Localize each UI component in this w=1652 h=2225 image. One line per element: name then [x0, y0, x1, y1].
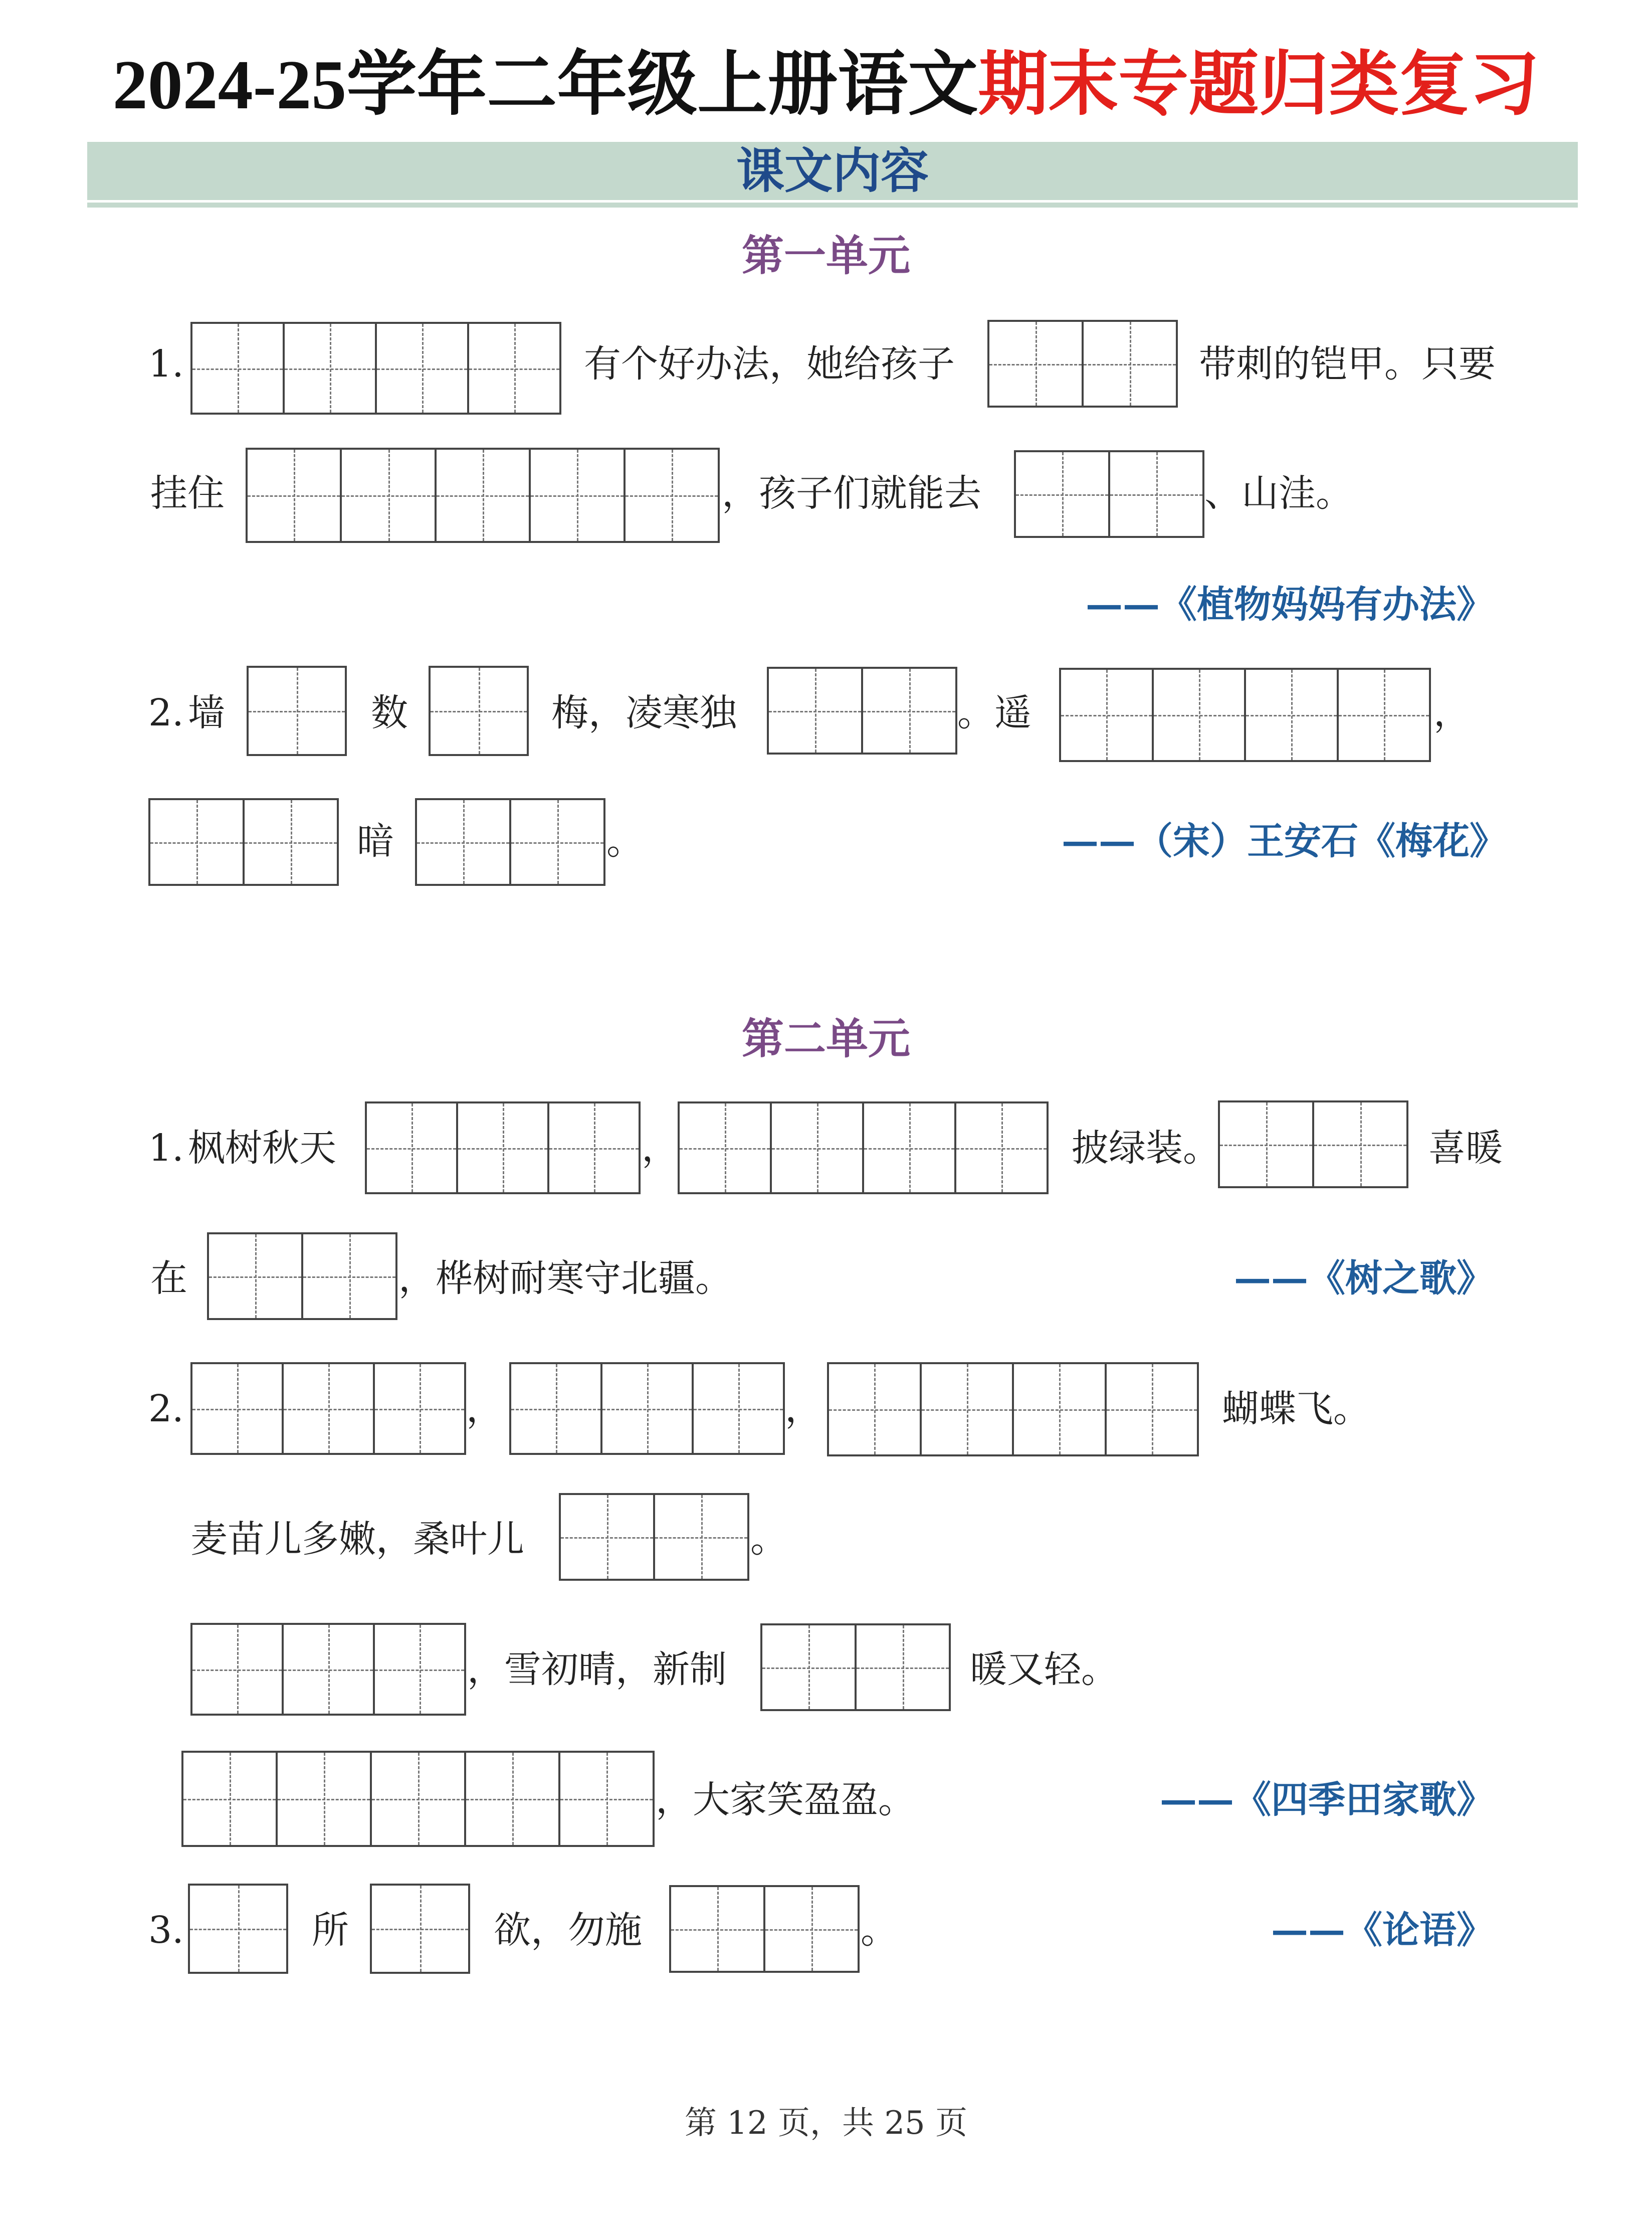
answer-cell[interactable] — [1061, 670, 1154, 760]
u2q2-number: 2. — [148, 1387, 184, 1430]
answer-grid-4[interactable] — [827, 1362, 1199, 1456]
answer-cell[interactable] — [655, 1495, 747, 1579]
answer-cell[interactable] — [190, 1886, 286, 1972]
answer-cell[interactable] — [245, 800, 337, 884]
u1q2-text-b: 数 — [371, 691, 408, 734]
answer-grid-1[interactable] — [429, 666, 529, 756]
answer-cell[interactable] — [1110, 452, 1202, 536]
answer-cell[interactable] — [284, 1364, 375, 1453]
u1q2-text-g: 。 — [606, 820, 644, 863]
u2q3-number: 3. — [148, 1909, 184, 1952]
answer-grid-2[interactable] — [987, 320, 1178, 408]
answer-cell[interactable] — [922, 1364, 1014, 1454]
u1q1-text-b: 带刺的铠甲。只要 — [1199, 342, 1496, 386]
answer-cell[interactable] — [192, 324, 285, 413]
unit1-heading: 第一单元 — [741, 231, 910, 280]
answer-cell[interactable] — [680, 1103, 772, 1192]
answer-cell[interactable] — [1246, 670, 1339, 760]
section-banner-underline — [87, 203, 1578, 208]
title-highlight: 期末专题归类复习 — [978, 46, 1540, 124]
page-title — [0, 45, 1652, 125]
answer-grid-3[interactable] — [365, 1101, 641, 1194]
answer-grid-2[interactable] — [669, 1885, 860, 1973]
answer-cell[interactable] — [762, 1625, 857, 1709]
answer-cell[interactable] — [561, 1495, 655, 1579]
answer-cell[interactable] — [377, 324, 469, 413]
unit2-heading: 第二单元 — [741, 1014, 910, 1063]
answer-cell[interactable] — [1107, 1364, 1197, 1454]
title-main: 2024-25学年二年级上册语文 — [112, 46, 978, 124]
answer-cell[interactable] — [1014, 1364, 1107, 1454]
answer-cell[interactable] — [469, 324, 559, 413]
answer-cell[interactable] — [466, 1753, 560, 1845]
answer-cell[interactable] — [209, 1234, 303, 1318]
answer-cell[interactable] — [183, 1753, 278, 1845]
u2q3-text-c: 。 — [861, 1909, 898, 1952]
answer-cell[interactable] — [367, 1103, 458, 1192]
answer-cell[interactable] — [956, 1103, 1047, 1192]
answer-grid-1[interactable] — [370, 1884, 470, 1974]
answer-cell[interactable] — [769, 669, 863, 753]
answer-cell[interactable] — [372, 1753, 466, 1845]
answer-cell[interactable] — [549, 1103, 639, 1192]
answer-cell[interactable] — [864, 1103, 956, 1192]
answer-grid-1[interactable] — [188, 1884, 288, 1974]
u2q1-text-f: ，桦树耐寒守北疆。 — [398, 1257, 732, 1300]
answer-grid-2[interactable] — [1014, 450, 1204, 538]
answer-cell[interactable] — [285, 324, 377, 413]
u2q2-text-c: 。 — [750, 1518, 787, 1561]
answer-grid-3[interactable] — [509, 1362, 785, 1455]
answer-cell[interactable] — [863, 669, 955, 753]
answer-cell[interactable] — [765, 1887, 858, 1971]
u2q2-text-b: 麦苗儿多嫩，桑叶儿 — [190, 1518, 524, 1561]
answer-cell[interactable] — [278, 1753, 372, 1845]
u2q1-number: 1. — [148, 1127, 184, 1170]
u2q1-text-d: 喜暖 — [1428, 1127, 1503, 1170]
answer-cell[interactable] — [417, 800, 511, 884]
answer-grid-2[interactable] — [415, 798, 605, 886]
u2q1-text-e: 在 — [150, 1257, 187, 1300]
answer-cell[interactable] — [1154, 670, 1247, 760]
u2q2-text-d: ，雪初晴，新制 — [467, 1648, 727, 1691]
answer-grid-3[interactable] — [190, 1362, 466, 1455]
u2q1-text-b: ， — [642, 1127, 679, 1170]
answer-cell[interactable] — [694, 1364, 783, 1453]
u2q1-source: ——《树之歌》 — [1234, 1257, 1494, 1300]
answer-cell[interactable] — [150, 800, 245, 884]
answer-grid-5[interactable] — [181, 1751, 655, 1847]
answer-cell[interactable] — [1314, 1102, 1406, 1186]
answer-cell[interactable] — [829, 1364, 922, 1454]
answer-cell[interactable] — [192, 1625, 284, 1714]
answer-cell[interactable] — [560, 1753, 653, 1845]
u1q2-text-d: 。遥 — [957, 691, 1031, 734]
answer-cell[interactable] — [249, 668, 345, 754]
u1q1-source: ——《植物妈妈有办法》 — [1086, 583, 1494, 626]
u2q2-text-a: 蝴蝶飞。 — [1222, 1387, 1370, 1430]
u1q1-text-c: 挂住 — [150, 472, 225, 515]
u1q2-text-a: 墙 — [188, 691, 225, 734]
answer-cell[interactable] — [626, 450, 718, 541]
answer-grid-4[interactable] — [190, 322, 561, 415]
answer-cell[interactable] — [772, 1103, 864, 1192]
u2q2-comma-2: ， — [785, 1387, 822, 1430]
answer-cell[interactable] — [431, 668, 527, 754]
answer-cell[interactable] — [511, 1364, 602, 1453]
u2q2-text-f: ，大家笑盈盈。 — [656, 1778, 915, 1821]
u2q3-text-b: 欲，勿施 — [494, 1909, 642, 1952]
answer-grid-2[interactable] — [148, 798, 339, 886]
answer-cell[interactable] — [372, 1886, 468, 1972]
u1q2-text-f: 暗 — [357, 820, 394, 863]
answer-cell[interactable] — [511, 800, 603, 884]
u2q1-text-c: 披绿装。 — [1072, 1127, 1220, 1170]
answer-cell[interactable] — [284, 1625, 375, 1714]
u1q1-number: 1. — [148, 342, 184, 386]
answer-cell[interactable] — [375, 1625, 464, 1714]
u2q2-comma-1: ， — [466, 1387, 503, 1430]
answer-grid-3[interactable] — [190, 1623, 466, 1716]
u2q1-text-a: 枫树秋天 — [188, 1127, 336, 1170]
answer-cell[interactable] — [857, 1625, 949, 1709]
u2q3-source: ——《论语》 — [1271, 1909, 1494, 1952]
answer-grid-4[interactable] — [678, 1101, 1049, 1194]
answer-cell[interactable] — [437, 450, 531, 541]
answer-cell[interactable] — [531, 450, 625, 541]
u1q1-text-d: ，孩子们就能去 — [722, 472, 981, 515]
section-banner-title: 课文内容 — [736, 142, 929, 199]
answer-cell[interactable] — [1084, 322, 1176, 406]
answer-cell[interactable] — [303, 1234, 395, 1318]
u1q2-text-c: 梅，凌寒独 — [551, 691, 737, 734]
answer-cell[interactable] — [192, 1364, 284, 1453]
answer-cell[interactable] — [602, 1364, 694, 1453]
answer-cell[interactable] — [1339, 670, 1429, 760]
answer-cell[interactable] — [248, 450, 342, 541]
answer-grid-2[interactable] — [559, 1493, 749, 1581]
answer-cell[interactable] — [1016, 452, 1110, 536]
answer-grid-1[interactable] — [247, 666, 347, 756]
answer-grid-2[interactable] — [760, 1623, 951, 1711]
answer-cell[interactable] — [1220, 1102, 1314, 1186]
answer-grid-4[interactable] — [1059, 668, 1431, 762]
u1q1-text-e: 、山洼。 — [1204, 472, 1353, 515]
answer-cell[interactable] — [458, 1103, 549, 1192]
u1q1-text-a: 有个好办法，她给孩子 — [584, 342, 955, 386]
answer-grid-2[interactable] — [1218, 1100, 1408, 1188]
u2q2-text-e: 暖又轻。 — [970, 1648, 1118, 1691]
answer-cell[interactable] — [989, 322, 1084, 406]
page-number-footer: 第 12 页，共 25 页 — [684, 2105, 968, 2142]
answer-grid-2[interactable] — [207, 1232, 397, 1320]
answer-grid-5[interactable] — [246, 448, 720, 543]
u1q2-number: 2. — [148, 691, 184, 734]
u1q2-source: ——（宋）王安石《梅花》 — [1062, 820, 1507, 863]
answer-grid-2[interactable] — [767, 667, 957, 755]
u2q3-text-a: 所 — [312, 1909, 349, 1952]
answer-cell[interactable] — [375, 1364, 464, 1453]
u1q2-text-e: ， — [1433, 691, 1471, 734]
u2q2-source: ——《四季田家歌》 — [1160, 1778, 1494, 1821]
answer-cell[interactable] — [342, 450, 436, 541]
answer-cell[interactable] — [671, 1887, 765, 1971]
